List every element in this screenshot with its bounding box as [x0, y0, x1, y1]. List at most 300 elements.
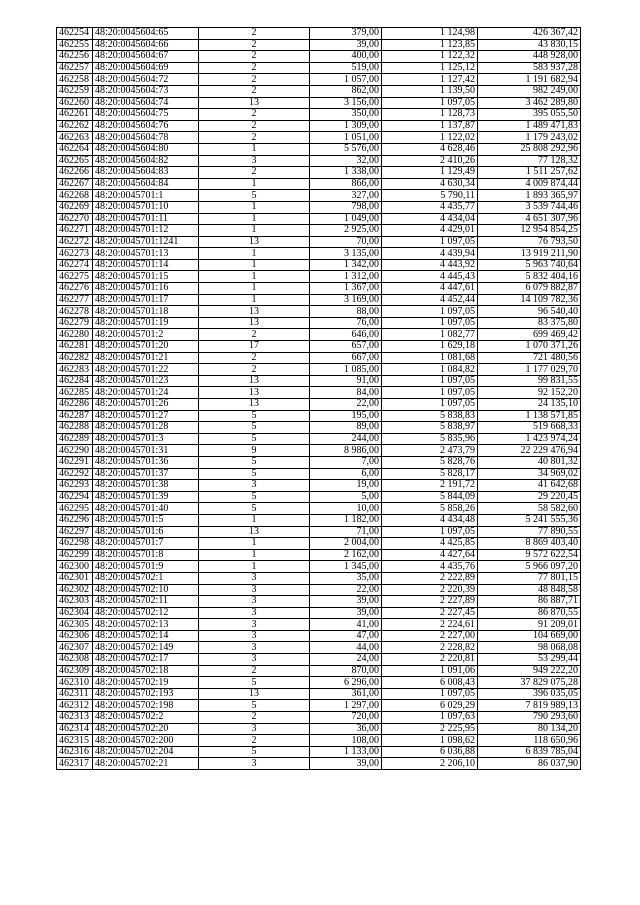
row-number-cell: 462279: [57, 317, 93, 329]
table-row: [57, 607, 581, 619]
table-row: [57, 306, 581, 318]
table-row: [57, 561, 581, 573]
specific-value-cell: 1 097,63: [382, 712, 478, 724]
row-number-cell: 462303: [57, 596, 93, 608]
cadastral-value-cell: 949 222,20: [478, 665, 581, 677]
area-value-cell: 1 051,00: [310, 132, 382, 144]
specific-value-cell: 1 097,05: [382, 387, 478, 399]
table-row: [57, 201, 581, 213]
group-code-cell: 13: [199, 236, 310, 248]
row-number-cell: 462298: [57, 538, 93, 550]
cadastral-number-cell: 48:20:0045702:198: [93, 700, 199, 712]
cadastral-value-cell: 77 128,32: [478, 155, 581, 167]
row-number-cell: 462312: [57, 700, 93, 712]
cadastral-value-cell: 92 152,20: [478, 387, 581, 399]
specific-value-cell: 4 429,01: [382, 225, 478, 237]
cadastral-value-cell: 83 375,80: [478, 317, 581, 329]
cadastral-number-cell: 48:20:0045701:37: [93, 468, 199, 480]
row-number-cell: 462262: [57, 120, 93, 132]
area-value-cell: 798,00: [310, 201, 382, 213]
area-value-cell: 39,00: [310, 758, 382, 770]
area-value-cell: 2 004,00: [310, 538, 382, 550]
table-row: [57, 746, 581, 758]
group-code-cell: 13: [199, 97, 310, 109]
table-row: [57, 735, 581, 747]
cadastral-value-cell: 4 009 874,44: [478, 178, 581, 190]
specific-value-cell: 4 447,61: [382, 283, 478, 295]
cadastral-number-cell: 48:20:0045701:28: [93, 422, 199, 434]
cadastral-number-cell: 48:20:0045701:9: [93, 561, 199, 573]
table-row: [57, 74, 581, 86]
area-value-cell: 71,00: [310, 526, 382, 538]
area-value-cell: 10,00: [310, 503, 382, 515]
specific-value-cell: 1 629,18: [382, 341, 478, 353]
group-code-cell: 3: [199, 572, 310, 584]
specific-value-cell: 5 828,17: [382, 468, 478, 480]
cadastral-number-cell: 48:20:0045701:24: [93, 387, 199, 399]
row-number-cell: 462265: [57, 155, 93, 167]
area-value-cell: 5 576,00: [310, 143, 382, 155]
group-code-cell: 3: [199, 723, 310, 735]
row-number-cell: 462272: [57, 236, 93, 248]
cadastral-value-cell: 4 651 307,96: [478, 213, 581, 225]
cadastral-number-cell: 48:20:0045702:1: [93, 572, 199, 584]
row-number-cell: 462304: [57, 607, 93, 619]
row-number-cell: 462315: [57, 735, 93, 747]
table-row: [57, 572, 581, 584]
row-number-cell: 462268: [57, 190, 93, 202]
group-code-cell: 13: [199, 387, 310, 399]
specific-value-cell: 1 127,42: [382, 74, 478, 86]
table-row: [57, 514, 581, 526]
cadastral-number-cell: 48:20:0045702:14: [93, 630, 199, 642]
area-value-cell: 350,00: [310, 109, 382, 121]
cadastral-value-cell: 5 966 097,20: [478, 561, 581, 573]
specific-value-cell: 2 227,89: [382, 596, 478, 608]
area-value-cell: 39,00: [310, 39, 382, 51]
group-code-cell: 3: [199, 584, 310, 596]
cadastral-number-cell: 48:20:0045604:78: [93, 132, 199, 144]
row-number-cell: 462296: [57, 514, 93, 526]
specific-value-cell: 1 091,06: [382, 665, 478, 677]
cadastral-value-cell: 790 293,60: [478, 712, 581, 724]
cadastral-value-cell: 5 832 404,16: [478, 271, 581, 283]
cadastral-value-cell: 982 249,00: [478, 85, 581, 97]
table-row: [57, 526, 581, 538]
specific-value-cell: 2 224,61: [382, 619, 478, 631]
group-code-cell: 5: [199, 677, 310, 689]
table-row: [57, 387, 581, 399]
cadastral-value-cell: 86 887,71: [478, 596, 581, 608]
area-value-cell: 6 296,00: [310, 677, 382, 689]
specific-value-cell: 2 410,26: [382, 155, 478, 167]
cadastral-number-cell: 48:20:0045702:12: [93, 607, 199, 619]
cadastral-value-cell: 12 954 854,25: [478, 225, 581, 237]
area-value-cell: 88,00: [310, 306, 382, 318]
table-row: [57, 39, 581, 51]
table-row: [57, 97, 581, 109]
specific-value-cell: 5 828,76: [382, 456, 478, 468]
cadastral-value-cell: 8 869 403,40: [478, 538, 581, 550]
specific-value-cell: 5 858,26: [382, 503, 478, 515]
area-value-cell: 1 345,00: [310, 561, 382, 573]
cadastral-value-cell: 91 209,01: [478, 619, 581, 631]
cadastral-number-cell: 48:20:0045701:39: [93, 491, 199, 503]
row-number-cell: 462284: [57, 375, 93, 387]
specific-value-cell: 5 838,83: [382, 410, 478, 422]
group-code-cell: 1: [199, 283, 310, 295]
row-number-cell: 462263: [57, 132, 93, 144]
area-value-cell: 22,00: [310, 399, 382, 411]
cadastral-number-cell: 48:20:0045604:84: [93, 178, 199, 190]
area-value-cell: 41,00: [310, 619, 382, 631]
cadastral-value-cell: 395 055,50: [478, 109, 581, 121]
group-code-cell: 5: [199, 468, 310, 480]
row-number-cell: 462261: [57, 109, 93, 121]
cadastral-number-cell: 48:20:0045604:67: [93, 51, 199, 63]
group-code-cell: 1: [199, 143, 310, 155]
group-code-cell: 1: [199, 248, 310, 260]
specific-value-cell: 2 225,95: [382, 723, 478, 735]
group-code-cell: 2: [199, 132, 310, 144]
row-number-cell: 462288: [57, 422, 93, 434]
group-code-cell: 1: [199, 259, 310, 271]
area-value-cell: 866,00: [310, 178, 382, 190]
row-number-cell: 462300: [57, 561, 93, 573]
row-number-cell: 462283: [57, 364, 93, 376]
group-code-cell: 5: [199, 190, 310, 202]
row-number-cell: 462274: [57, 259, 93, 271]
cadastral-number-cell: 48:20:0045702:13: [93, 619, 199, 631]
cadastral-number-cell: 48:20:0045701:12: [93, 225, 199, 237]
cadastral-value-cell: 1 423 974,24: [478, 433, 581, 445]
row-number-cell: 462289: [57, 433, 93, 445]
cadastral-number-cell: 48:20:0045702:21: [93, 758, 199, 770]
area-value-cell: 400,00: [310, 51, 382, 63]
table-row: [57, 271, 581, 283]
specific-value-cell: 1 097,05: [382, 526, 478, 538]
table-row: [57, 190, 581, 202]
area-value-cell: 657,00: [310, 341, 382, 353]
row-number-cell: 462290: [57, 445, 93, 457]
area-value-cell: 1 367,00: [310, 283, 382, 295]
area-value-cell: 720,00: [310, 712, 382, 724]
area-value-cell: 47,00: [310, 630, 382, 642]
cadastral-number-cell: 48:20:0045701:31: [93, 445, 199, 457]
cadastral-number-cell: 48:20:0045702:17: [93, 654, 199, 666]
cadastral-number-cell: 48:20:0045702:20: [93, 723, 199, 735]
cadastral-number-cell: 48:20:0045701:2: [93, 329, 199, 341]
group-code-cell: 2: [199, 62, 310, 74]
row-number-cell: 462257: [57, 62, 93, 74]
cadastral-number-cell: 48:20:0045604:75: [93, 109, 199, 121]
cadastral-number-cell: 48:20:0045604:74: [93, 97, 199, 109]
area-value-cell: 379,00: [310, 28, 382, 40]
group-code-cell: 5: [199, 746, 310, 758]
table-row: [57, 85, 581, 97]
row-number-cell: 462314: [57, 723, 93, 735]
specific-value-cell: 4 445,43: [382, 271, 478, 283]
area-value-cell: 32,00: [310, 155, 382, 167]
area-value-cell: 44,00: [310, 642, 382, 654]
cadastral-number-cell: 48:20:0045604:82: [93, 155, 199, 167]
specific-value-cell: 1 128,73: [382, 109, 478, 121]
cadastral-number-cell: 48:20:0045604:80: [93, 143, 199, 155]
area-value-cell: 19,00: [310, 480, 382, 492]
cadastral-value-cell: 448 928,00: [478, 51, 581, 63]
group-code-cell: 1: [199, 514, 310, 526]
cadastral-number-cell: 48:20:0045604:65: [93, 28, 199, 40]
specific-value-cell: 4 435,76: [382, 561, 478, 573]
cadastral-value-cell: 1 179 243,02: [478, 132, 581, 144]
cadastral-number-cell: 48:20:0045701:8: [93, 549, 199, 561]
cadastral-value-cell: 1 138 571,85: [478, 410, 581, 422]
table-row: [57, 410, 581, 422]
group-code-cell: 3: [199, 619, 310, 631]
group-code-cell: 1: [199, 213, 310, 225]
cadastral-value-cell: 37 829 075,28: [478, 677, 581, 689]
cadastral-value-cell: 48 848,58: [478, 584, 581, 596]
cadastral-number-cell: 48:20:0045701:6: [93, 526, 199, 538]
group-code-cell: 5: [199, 700, 310, 712]
row-number-cell: 462311: [57, 688, 93, 700]
cadastral-value-cell: 80 134,20: [478, 723, 581, 735]
area-value-cell: 1 085,00: [310, 364, 382, 376]
specific-value-cell: 4 434,04: [382, 213, 478, 225]
cadastral-value-cell: 396 035,05: [478, 688, 581, 700]
area-value-cell: 8 986,00: [310, 445, 382, 457]
area-value-cell: 1 309,00: [310, 120, 382, 132]
area-value-cell: 108,00: [310, 735, 382, 747]
specific-value-cell: 1 081,68: [382, 352, 478, 364]
specific-value-cell: 2 227,45: [382, 607, 478, 619]
cadastral-number-cell: 48:20:0045701:27: [93, 410, 199, 422]
cadastral-value-cell: 519 668,33: [478, 422, 581, 434]
cadastral-number-cell: 48:20:0045701:11: [93, 213, 199, 225]
cadastral-number-cell: 48:20:0045701:5: [93, 514, 199, 526]
table-row: [57, 433, 581, 445]
table-row: [57, 236, 581, 248]
row-number-cell: 462308: [57, 654, 93, 666]
group-code-cell: 2: [199, 352, 310, 364]
cadastral-value-cell: 1 489 471,83: [478, 120, 581, 132]
row-number-cell: 462269: [57, 201, 93, 213]
group-code-cell: 1: [199, 538, 310, 550]
cadastral-number-cell: 48:20:0045702:11: [93, 596, 199, 608]
area-value-cell: 3 135,00: [310, 248, 382, 260]
row-number-cell: 462293: [57, 480, 93, 492]
area-value-cell: 327,00: [310, 190, 382, 202]
group-code-cell: 2: [199, 329, 310, 341]
table-row: [57, 120, 581, 132]
specific-value-cell: 1 097,05: [382, 317, 478, 329]
table-row: [57, 317, 581, 329]
group-code-cell: 2: [199, 39, 310, 51]
area-value-cell: 195,00: [310, 410, 382, 422]
table-row: [57, 700, 581, 712]
specific-value-cell: 1 097,05: [382, 236, 478, 248]
specific-value-cell: 2 228,82: [382, 642, 478, 654]
specific-value-cell: 1 122,02: [382, 132, 478, 144]
table-row: [57, 456, 581, 468]
row-number-cell: 462254: [57, 28, 93, 40]
specific-value-cell: 4 630,34: [382, 178, 478, 190]
specific-value-cell: 1 097,05: [382, 399, 478, 411]
cadastral-number-cell: 48:20:0045701:13: [93, 248, 199, 260]
cadastral-value-cell: 86 870,55: [478, 607, 581, 619]
specific-value-cell: 1 137,87: [382, 120, 478, 132]
specific-value-cell: 1 122,32: [382, 51, 478, 63]
group-code-cell: 13: [199, 399, 310, 411]
specific-value-cell: 1 129,49: [382, 167, 478, 179]
cadastral-value-cell: 77 890,55: [478, 526, 581, 538]
table-row: [57, 677, 581, 689]
group-code-cell: 5: [199, 410, 310, 422]
area-value-cell: 361,00: [310, 688, 382, 700]
group-code-cell: 1: [199, 225, 310, 237]
cadastral-number-cell: 48:20:0045701:10: [93, 201, 199, 213]
row-number-cell: 462305: [57, 619, 93, 631]
row-number-cell: 462276: [57, 283, 93, 295]
cadastral-value-cell: 40 801,32: [478, 456, 581, 468]
cadastral-number-cell: 48:20:0045701:23: [93, 375, 199, 387]
row-number-cell: 462294: [57, 491, 93, 503]
cadastral-number-cell: 48:20:0045701:36: [93, 456, 199, 468]
table-row: [57, 422, 581, 434]
group-code-cell: 1: [199, 294, 310, 306]
specific-value-cell: 2 222,89: [382, 572, 478, 584]
cadastral-number-cell: 48:20:0045701:1241: [93, 236, 199, 248]
specific-value-cell: 4 439,94: [382, 248, 478, 260]
specific-value-cell: 5 838,97: [382, 422, 478, 434]
specific-value-cell: 2 220,81: [382, 654, 478, 666]
table-row: [57, 109, 581, 121]
specific-value-cell: 4 425,85: [382, 538, 478, 550]
row-number-cell: 462309: [57, 665, 93, 677]
cadastral-value-cell: 43 830,15: [478, 39, 581, 51]
area-value-cell: 244,00: [310, 433, 382, 445]
specific-value-cell: 1 139,50: [382, 85, 478, 97]
area-value-cell: 84,00: [310, 387, 382, 399]
specific-value-cell: 2 473,79: [382, 445, 478, 457]
specific-value-cell: 4 434,48: [382, 514, 478, 526]
cadastral-value-cell: 86 037,90: [478, 758, 581, 770]
specific-value-cell: 4 443,92: [382, 259, 478, 271]
cadastral-value-cell: 13 919 211,90: [478, 248, 581, 260]
table-row: [57, 28, 581, 40]
group-code-cell: 13: [199, 306, 310, 318]
cadastral-value-cell: 1 893 365,97: [478, 190, 581, 202]
area-value-cell: 1 297,00: [310, 700, 382, 712]
table-row: [57, 259, 581, 271]
area-value-cell: 1 057,00: [310, 74, 382, 86]
table-row: [57, 341, 581, 353]
specific-value-cell: 6 008,43: [382, 677, 478, 689]
row-number-cell: 462310: [57, 677, 93, 689]
area-value-cell: 1 312,00: [310, 271, 382, 283]
row-number-cell: 462316: [57, 746, 93, 758]
cadastral-value-cell: 34 969,02: [478, 468, 581, 480]
table-row: [57, 225, 581, 237]
table-row: [57, 491, 581, 503]
row-number-cell: 462295: [57, 503, 93, 515]
cadastral-value-cell: 41 642,68: [478, 480, 581, 492]
specific-value-cell: 1 125,12: [382, 62, 478, 74]
cadastral-value-cell: 9 572 622,54: [478, 549, 581, 561]
table-row: [57, 132, 581, 144]
group-code-cell: 2: [199, 364, 310, 376]
cadastral-value-cell: 1 191 682,94: [478, 74, 581, 86]
group-code-cell: 3: [199, 155, 310, 167]
group-code-cell: 2: [199, 120, 310, 132]
cadastral-number-cell: 48:20:0045701:1: [93, 190, 199, 202]
group-code-cell: 5: [199, 422, 310, 434]
row-number-cell: 462299: [57, 549, 93, 561]
table-row: [57, 480, 581, 492]
area-value-cell: 2 925,00: [310, 225, 382, 237]
row-number-cell: 462256: [57, 51, 93, 63]
group-code-cell: 3: [199, 630, 310, 642]
group-code-cell: 3: [199, 596, 310, 608]
cadastral-value-cell: 1 177 029,70: [478, 364, 581, 376]
area-value-cell: 70,00: [310, 236, 382, 248]
area-value-cell: 76,00: [310, 317, 382, 329]
group-code-cell: 2: [199, 735, 310, 747]
specific-value-cell: 2 206,10: [382, 758, 478, 770]
cadastral-value-table: [56, 27, 581, 770]
cadastral-value-cell: 118 650,96: [478, 735, 581, 747]
row-number-cell: 462287: [57, 410, 93, 422]
group-code-cell: 13: [199, 526, 310, 538]
row-number-cell: 462317: [57, 758, 93, 770]
table-row: [57, 712, 581, 724]
group-code-cell: 1: [199, 178, 310, 190]
group-code-cell: 2: [199, 712, 310, 724]
cadastral-value-cell: 98 068,08: [478, 642, 581, 654]
area-value-cell: 2 162,00: [310, 549, 382, 561]
row-number-cell: 462259: [57, 85, 93, 97]
table-row: [57, 642, 581, 654]
table-row: [57, 596, 581, 608]
cadastral-number-cell: 48:20:0045701:3: [93, 433, 199, 445]
cadastral-number-cell: 48:20:0045701:18: [93, 306, 199, 318]
group-code-cell: 1: [199, 271, 310, 283]
row-number-cell: 462292: [57, 468, 93, 480]
cadastral-number-cell: 48:20:0045701:26: [93, 399, 199, 411]
table-row: [57, 619, 581, 631]
cadastral-value-cell: 24 135,10: [478, 399, 581, 411]
cadastral-value-cell: 76 793,50: [478, 236, 581, 248]
cadastral-number-cell: 48:20:0045701:17: [93, 294, 199, 306]
row-number-cell: 462260: [57, 97, 93, 109]
table-row: [57, 143, 581, 155]
cadastral-value-cell: 3 462 289,80: [478, 97, 581, 109]
cadastral-number-cell: 48:20:0045701:16: [93, 283, 199, 295]
cadastral-number-cell: 48:20:0045702:10: [93, 584, 199, 596]
table-row: [57, 549, 581, 561]
cadastral-number-cell: 48:20:0045701:21: [93, 352, 199, 364]
row-number-cell: 462307: [57, 642, 93, 654]
area-value-cell: 39,00: [310, 596, 382, 608]
cadastral-number-cell: 48:20:0045604:66: [93, 39, 199, 51]
row-number-cell: 462255: [57, 39, 93, 51]
cadastral-value-cell: 96 540,40: [478, 306, 581, 318]
row-number-cell: 462280: [57, 329, 93, 341]
table-body: [57, 28, 581, 770]
table-row: [57, 294, 581, 306]
table-row: [57, 399, 581, 411]
table-row: [57, 283, 581, 295]
